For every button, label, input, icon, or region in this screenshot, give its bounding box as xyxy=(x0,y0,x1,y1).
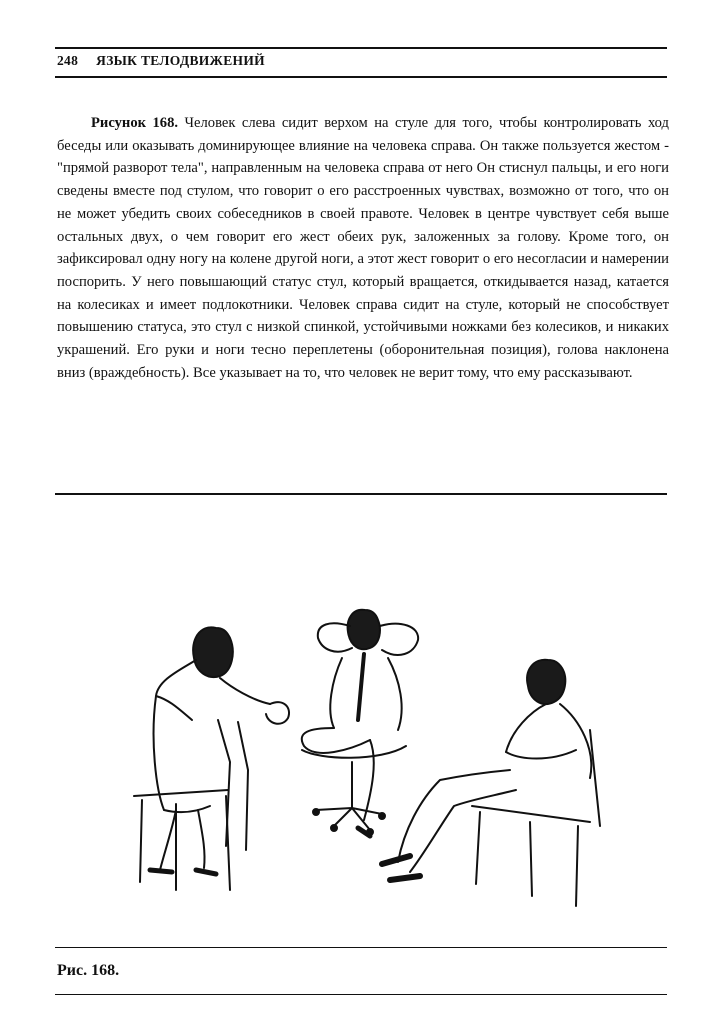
page-number: 248 xyxy=(57,53,79,68)
illustration-three-seated-men xyxy=(120,600,620,920)
caption-bottom-rule xyxy=(55,493,667,495)
figure-caption-paragraph xyxy=(57,112,669,384)
center-chair xyxy=(302,746,406,835)
caption-text: Человек слева сидит верхом на стуле для того, чтобы контролировать ход беседы или оказывать доминирующее влияние на человека справа. Он также пользуется жестом - "прямой разворот тела", направленным на человека справа от него Он стиснул пальцы, и его ноги сведены вместе под стулом, что говорит о его расстроенных чувствах, возможно от того, что он не может убедить своих собеседников в своей правоте. Человек в центре чувствует себя выше остальных двух, о чем говорит его жест обеих рук, заложенных за голову. Кроме того, он зафиксировал одну ногу на колене другой ноги, а этот жест говорит о его несогласии и намерении поспорить. У него повышающий статус стул, который вращается, откидывается назад, катается на колесиках и имеет подлокотники. Человек справа сидит на стуле, который не способствует повышению статуса, это стул с низкой спинкой, устойчивыми ножками без колесиков, и никаких украшений. Его руки и ноги тесно переплетены (оборонительная позиция), голова наклонена вниз (враждебность). Все указывает на то, что человек не верит тому, что ему рассказывают. xyxy=(57,115,669,381)
right-chair xyxy=(472,730,600,906)
header-bottom-rule xyxy=(55,76,667,78)
figure-top-rule xyxy=(55,947,667,948)
caption-lead: Рисунок 168. xyxy=(91,115,179,131)
left-chair xyxy=(134,720,248,890)
right-man-figure xyxy=(382,660,591,880)
figure-bottom-rule xyxy=(55,994,667,995)
running-title: ЯЗЫК ТЕЛОДВИЖЕНИЙ xyxy=(96,53,265,68)
center-man-figure xyxy=(302,610,418,836)
figure-label: Рис. 168. xyxy=(57,962,120,979)
header-top-rule xyxy=(55,47,667,49)
running-header xyxy=(57,53,265,69)
left-man-figure xyxy=(150,627,289,874)
